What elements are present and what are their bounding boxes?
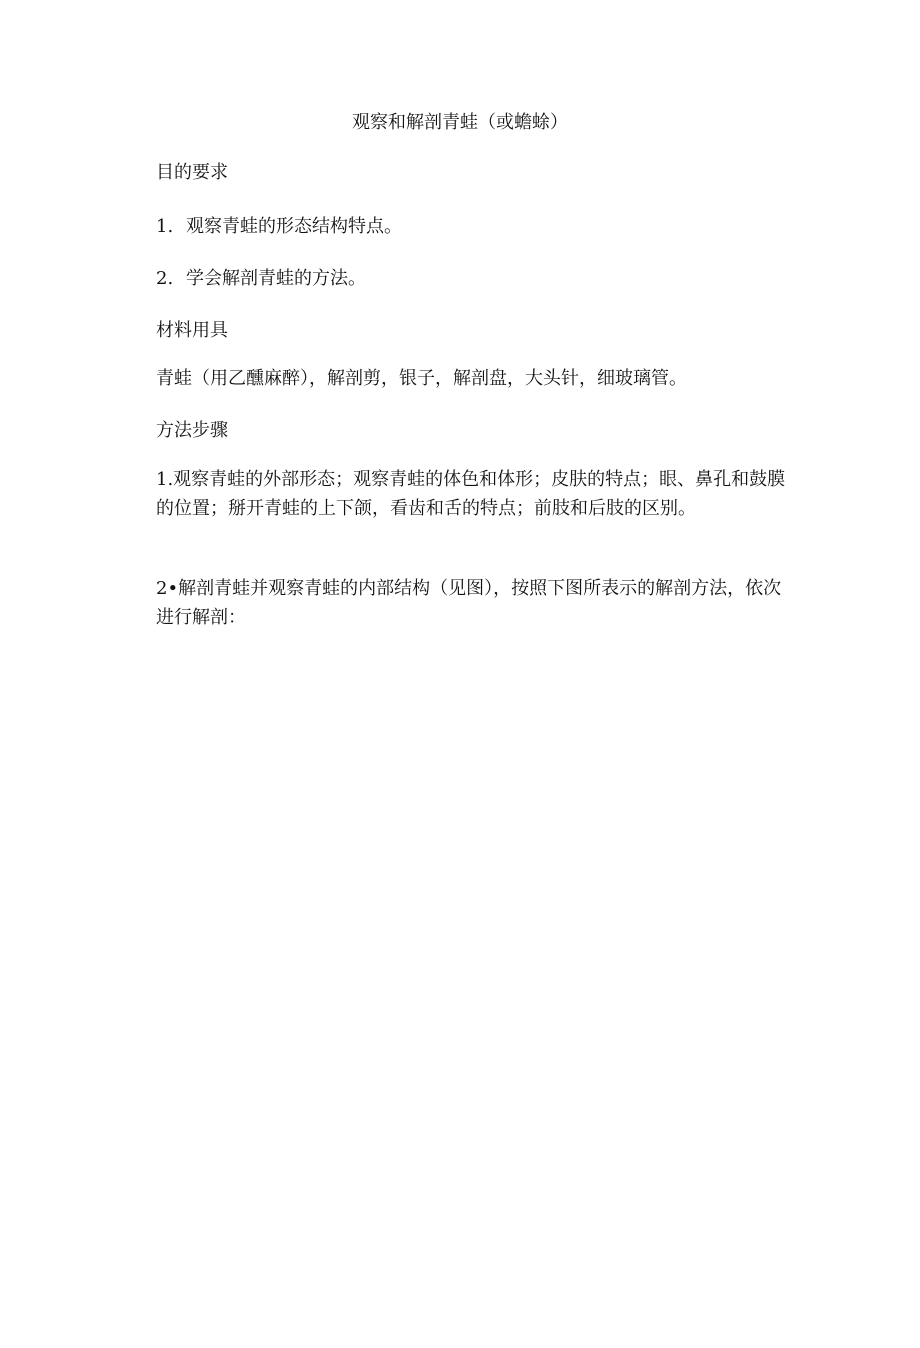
objective-item-2-number: 2. xyxy=(156,268,174,289)
document-title: 观察和解剖青蛙（或蟾蜍） xyxy=(352,112,568,133)
objective-item-2 xyxy=(156,264,790,293)
methods-heading: 方法步骤 xyxy=(156,420,228,441)
objective-item-1-text: 观察青蛙的形态结构特点。 xyxy=(186,216,402,237)
materials-text: 青蛙（用乙醺麻醉），解剖剪，银子，解剖盘，大头针，细玻璃管。 xyxy=(156,368,687,389)
objective-item-1-number: 1. xyxy=(156,216,174,237)
materials-heading: 材料用具 xyxy=(156,320,228,341)
method-step-2: 2•解剖青蛙并观察青蛙的内部结构（见图），按照下图所表示的解剖方法，依次进行解剖： xyxy=(156,578,782,628)
objectives-heading: 目的要求 xyxy=(156,162,228,183)
method-step-1: 1.观察青蛙的外部形态；观察青蛙的体色和体形；皮肤的特点；眼、鼻孔和鼓膜的位置；掰开青蛙的上下颌，看齿和舌的特点；前肢和后肢的区别。 xyxy=(156,469,786,519)
objective-item-1 xyxy=(156,212,790,241)
objective-item-2-text: 学会解剖青蛙的方法。 xyxy=(186,268,366,289)
